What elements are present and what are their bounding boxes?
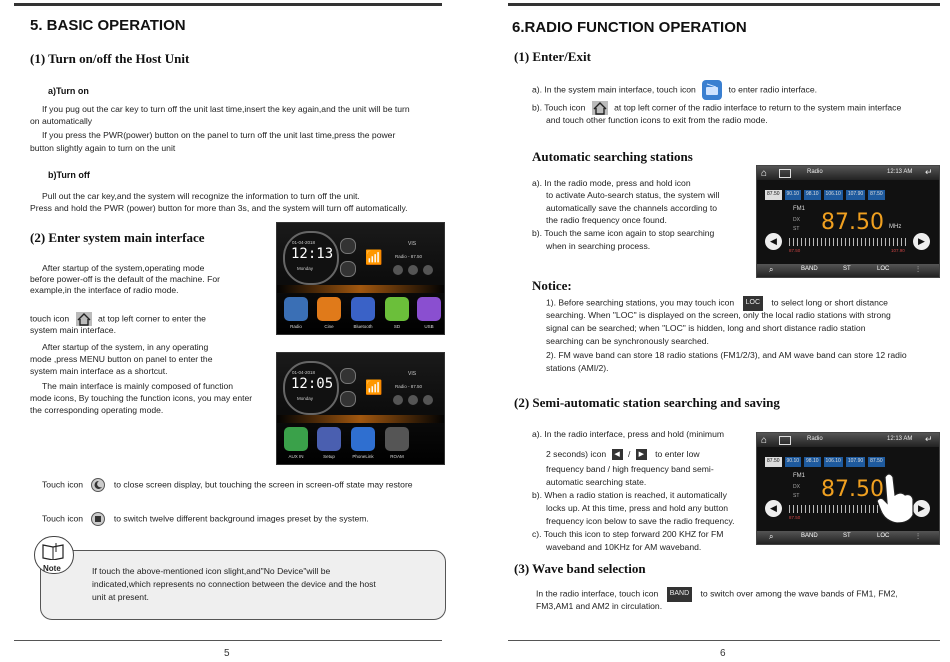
bottom-rule-right	[508, 640, 940, 641]
eq-icon[interactable]: ⫶	[917, 265, 919, 274]
seek-right-icon: ▶	[636, 449, 647, 460]
touch-bg-text: to switch twelve different background images preset by the system.	[113, 513, 369, 524]
radio-status: Radio - 87.50	[395, 384, 423, 389]
semi-a2	[546, 448, 700, 461]
note-text-2: indicated,which represents no connection between the device and the host	[92, 579, 376, 589]
preset-bar	[757, 457, 940, 467]
aux-in-tile[interactable]	[284, 427, 308, 451]
preset-3[interactable]: 98.10	[804, 457, 821, 467]
turn-off-text-1: Pull out the car key,and the system will recognize the information to turn off the unit.	[42, 191, 360, 201]
section-title-radio: 6.RADIO FUNCTION OPERATION	[512, 19, 747, 36]
enter-exit-b-suffix: at top left corner of the radio interface to return to the system main interface	[614, 102, 902, 113]
phonelink-tile[interactable]	[351, 427, 375, 451]
next-button[interactable]	[423, 395, 433, 405]
turn-on-text-1b: on automatically	[30, 116, 93, 126]
touch-home-suffix: at top left corner to enter the	[97, 313, 206, 324]
auto-b1: b). Touch the same icon again to stop searching	[532, 228, 715, 238]
orange-glow-bar	[277, 415, 444, 423]
main-interface-3: the corresponding operating mode.	[30, 405, 164, 415]
notice-1e: searching can be synchronously searched.	[546, 336, 709, 346]
heading-semi-auto: (2) Semi-automatic station searching and saving	[514, 395, 780, 410]
preset-4[interactable]: 106.10	[824, 190, 843, 200]
turn-on-text-2b: button slightly again to turn on the unit	[30, 143, 176, 153]
tile-label-usb: USB	[424, 324, 434, 329]
seek-left-icon: ◀	[612, 449, 623, 460]
menu-text-1: After startup of the system, in any operating	[42, 342, 209, 352]
touch-moon-line	[42, 478, 413, 492]
tile-label-roam: ROAM	[390, 454, 404, 459]
top-rule-right	[508, 3, 940, 6]
wave-band-2: FM3,AM1 and AM2 in circulation.	[536, 601, 663, 611]
moon-icon	[91, 478, 105, 492]
seek-down-button[interactable]: ◀	[765, 233, 782, 250]
touch-moon-prefix: Touch icon	[42, 479, 84, 490]
finger-pointer-icon	[875, 471, 917, 523]
roam-tile[interactable]	[385, 427, 409, 451]
menu-text-3: system main interface as a shortcut.	[30, 366, 168, 376]
main-interface-2: mode icons, By touching the function icons, you may enter	[30, 393, 253, 403]
band-button[interactable]: BAND	[801, 533, 818, 539]
heading-wave-band: (3) Wave band selection	[514, 561, 646, 576]
main-interface-screen-2	[276, 352, 445, 465]
usb-tile[interactable]	[417, 297, 441, 321]
heading-enter-exit: (1) Enter/Exit	[514, 49, 591, 64]
enter-exit-a-prefix: a). In the system main interface, touch icon	[532, 84, 696, 95]
semi-c2: waveband and 10KHz for AM waveband.	[546, 542, 702, 552]
touch-moon-text: to close screen display, but touching the screen in screen-off state may restore	[113, 479, 413, 490]
orange-glow-bar	[277, 285, 444, 293]
auto-a1: a). In the radio mode, press and hold icon	[532, 178, 691, 188]
clock-day: Monday	[297, 396, 314, 401]
semi-a1: a). In the radio interface, press and hold (minimum	[532, 429, 725, 439]
eq-icon[interactable]: ⫶	[917, 532, 919, 541]
notice-2b: stations (AMI/2).	[546, 363, 609, 373]
tile-label-aux-in: AUX IN	[288, 454, 304, 459]
screen-icon[interactable]	[779, 436, 791, 445]
back-icon[interactable]: ↵	[925, 167, 933, 177]
antenna-icon: 📶	[365, 379, 383, 395]
clock-time: 12:05	[291, 376, 334, 392]
notice-1d: signal can be searched; when "LOC" is hidden, long and short distance radio station	[546, 323, 866, 333]
loc-button[interactable]: LOC	[877, 533, 890, 539]
st-button[interactable]: ST	[843, 533, 851, 539]
after-startup-3: example,in the interface of radio mode.	[30, 285, 179, 295]
page-number-left: 5	[224, 648, 230, 659]
touch-bg-prefix: Touch icon	[42, 513, 84, 524]
enter-exit-b-prefix: b). Touch icon	[532, 102, 586, 113]
notice-1-prefix: 1). Before searching stations, you may touch icon	[546, 297, 735, 308]
st-label: ST	[793, 493, 800, 499]
preset-6[interactable]: 87.50	[868, 457, 885, 467]
heading-turn-on: a)Turn on	[48, 86, 89, 96]
radio-label: Radio	[807, 169, 823, 175]
preset-bar	[757, 190, 940, 200]
seek-up-button[interactable]: ▶	[913, 500, 930, 517]
home-icon	[592, 101, 608, 115]
play-button[interactable]	[408, 395, 418, 405]
semi-a2-suffix: to enter low	[655, 449, 700, 459]
background-icon[interactable]	[340, 261, 356, 277]
preset-5[interactable]: 107.90	[846, 457, 865, 467]
touch-home-prefix: touch icon	[30, 313, 70, 324]
note-text-3: unit at present.	[92, 592, 149, 602]
home-icon[interactable]: ⌂	[761, 168, 768, 179]
clock-day: Monday	[297, 266, 314, 271]
search-icon[interactable]: ⌕	[769, 265, 774, 274]
radio-interface-screen-2	[756, 432, 940, 545]
preset-3[interactable]: 98.10	[804, 190, 821, 200]
preset-2[interactable]: 90.10	[785, 457, 802, 467]
heading-turn-on-off: (1) Turn on/off the Host Unit	[30, 51, 190, 66]
clock-date: 01-04-2018	[292, 240, 316, 245]
turn-off-text-2: Press and hold the PWR (power) button for more than 3s, and the system will turn off automatically.	[30, 203, 408, 213]
touch-bg-line	[42, 512, 369, 526]
scale-low-label: 87.50	[789, 515, 801, 520]
frequency-scale	[789, 238, 907, 246]
semi-b1: b). When a radio station is reached, it automatically	[532, 490, 727, 500]
dx-label: DX	[793, 217, 800, 223]
preset-6[interactable]: 87.50	[868, 190, 885, 200]
seek-up-button[interactable]: ▶	[913, 233, 930, 250]
search-icon[interactable]: ⌕	[769, 532, 774, 541]
notice-1c: searching. When "LOC" is displayed on the screen, only the local radio stations with strong	[546, 310, 891, 320]
seek-down-button[interactable]: ◀	[765, 500, 782, 517]
radio-tile[interactable]	[284, 297, 308, 321]
wave-band-prefix: In the radio interface, touch icon	[536, 588, 659, 599]
wave-band-suffix: to switch over among the wave bands of FM1, FM2,	[700, 588, 898, 599]
frequency-display: 87.50	[821, 477, 884, 502]
main-interface-1: The main interface is mainly composed of function	[42, 381, 234, 391]
auto-a3: automatically save the channels according to	[546, 203, 718, 213]
setup-tile[interactable]	[317, 427, 341, 451]
clock-time: 12:13	[291, 246, 334, 262]
note-text-1: If touch the above-mentioned icon slight,and"No Device"will be	[92, 566, 331, 576]
enter-exit-a	[532, 80, 817, 100]
prev-button[interactable]	[393, 265, 403, 275]
frequency-unit: MHz	[889, 224, 902, 230]
moon-icon[interactable]	[340, 238, 356, 254]
touch-home-line-2: system main interface.	[30, 325, 116, 335]
radio-time: 12:13 AM	[887, 169, 913, 175]
cine-tile[interactable]	[317, 297, 341, 321]
heading-turn-off: b)Turn off	[48, 170, 90, 180]
tile-label-cine: Cine	[324, 324, 334, 329]
loc-button[interactable]: LOC	[877, 266, 890, 272]
bottom-rule-left	[14, 640, 442, 641]
tile-label-setup: Setup	[323, 454, 335, 459]
main-interface-screen-1	[276, 222, 445, 335]
semi-a2-prefix: 2 seconds) icon	[546, 449, 607, 459]
note-label: Note	[43, 564, 61, 573]
st-button[interactable]: ST	[843, 266, 851, 272]
moon-icon[interactable]	[340, 368, 356, 384]
radio-interface-screen-1	[756, 165, 940, 278]
after-startup-1: After startup of the system,operating mode	[42, 263, 205, 273]
turn-on-text-1: If you pug out the car key to turn off the unit last time,insert the key again,and the unit will be turn	[42, 104, 410, 114]
heading-enter-main-interface: (2) Enter system main interface	[30, 230, 205, 245]
section-title-basic-operation: 5. BASIC OPERATION	[30, 17, 186, 34]
preset-2[interactable]: 90.10	[785, 190, 802, 200]
screen-icon[interactable]	[779, 169, 791, 178]
st-label: ST	[793, 226, 800, 232]
preset-5[interactable]: 107.90	[846, 190, 865, 200]
turn-on-text-2: If you press the PWR(power) button on the panel to turn off the unit last time,press the power	[42, 130, 396, 140]
semi-a2-slash: /	[627, 449, 631, 459]
background-icon[interactable]	[340, 391, 356, 407]
loc-tag: LOC	[743, 296, 763, 311]
menu-text-2: mode ,press MENU button on panel to enter the	[30, 354, 213, 364]
preset-1[interactable]: 87.50	[765, 457, 782, 467]
bluetooth-tile[interactable]	[351, 297, 375, 321]
dx-label: DX	[793, 484, 800, 490]
semi-c1: c). Touch this icon to step forward 200 KHZ for FM	[532, 529, 724, 539]
radio-status: Radio - 87.50	[395, 254, 423, 259]
top-rule-left	[14, 3, 442, 6]
enter-exit-b2: and touch other function icons to exit from the radio mode.	[546, 115, 768, 125]
band-label: FM1	[793, 473, 805, 479]
band-tag: BAND	[667, 587, 692, 602]
play-button[interactable]	[408, 265, 418, 275]
radio-time: 12:13 AM	[887, 436, 913, 442]
sd-tile[interactable]	[385, 297, 409, 321]
tile-label-radio: Radio	[290, 324, 302, 329]
band-label: FM1	[793, 206, 805, 212]
source-label: VIS	[408, 241, 417, 247]
frequency-display: 87.50	[821, 210, 884, 235]
clock-date: 01-04-2018	[292, 370, 316, 375]
radio-label: Radio	[807, 436, 823, 442]
home-icon[interactable]: ⌂	[761, 435, 768, 446]
tile-label-sd: SD	[393, 324, 401, 329]
next-button[interactable]	[423, 265, 433, 275]
band-button[interactable]: BAND	[801, 266, 818, 272]
radio-app-icon	[702, 80, 722, 100]
tile-label-bluetooth: Bluetooth	[353, 324, 373, 329]
book-icon	[41, 542, 65, 560]
semi-b3: frequency icon below to save the radio frequency.	[546, 516, 735, 526]
semi-a3: frequency band / high frequency band semi-	[546, 464, 714, 474]
back-icon[interactable]: ↵	[925, 434, 933, 444]
notice-2a: 2). FM wave band can store 18 radio stations (FM1/2/3), and AM wave band can store 12 radio	[546, 350, 907, 360]
auto-a4: the radio frequency once found.	[546, 215, 667, 225]
scale-low-label: 87.50	[789, 248, 801, 253]
enter-exit-b	[532, 101, 901, 115]
preset-1[interactable]: 87.50	[765, 190, 782, 200]
antenna-icon: 📶	[365, 249, 383, 265]
tile-label-phonelink: PhoneLink	[352, 454, 374, 459]
semi-a4: automatic searching state.	[546, 477, 647, 487]
semi-b2: locks up. At this time, press and hold any button	[546, 503, 729, 513]
background-switch-icon	[91, 512, 105, 526]
enter-exit-a-suffix: to enter radio interface.	[728, 84, 818, 95]
prev-button[interactable]	[393, 395, 403, 405]
heading-notice: Notice:	[532, 278, 572, 293]
heading-automatic-search: Automatic searching stations	[532, 149, 693, 164]
source-label: VIS	[408, 371, 417, 377]
preset-4[interactable]: 106.10	[824, 457, 843, 467]
auto-b2: when in searching process.	[546, 241, 651, 251]
after-startup-2: before power-off is the default of the machine. For	[30, 274, 220, 284]
notice-1-suffix: to select long or short distance	[771, 297, 888, 308]
scale-high-label: 107.90	[891, 248, 905, 253]
page-number-right: 6	[720, 648, 726, 659]
auto-a2: to activate Auto-search status, the system will	[546, 190, 720, 200]
